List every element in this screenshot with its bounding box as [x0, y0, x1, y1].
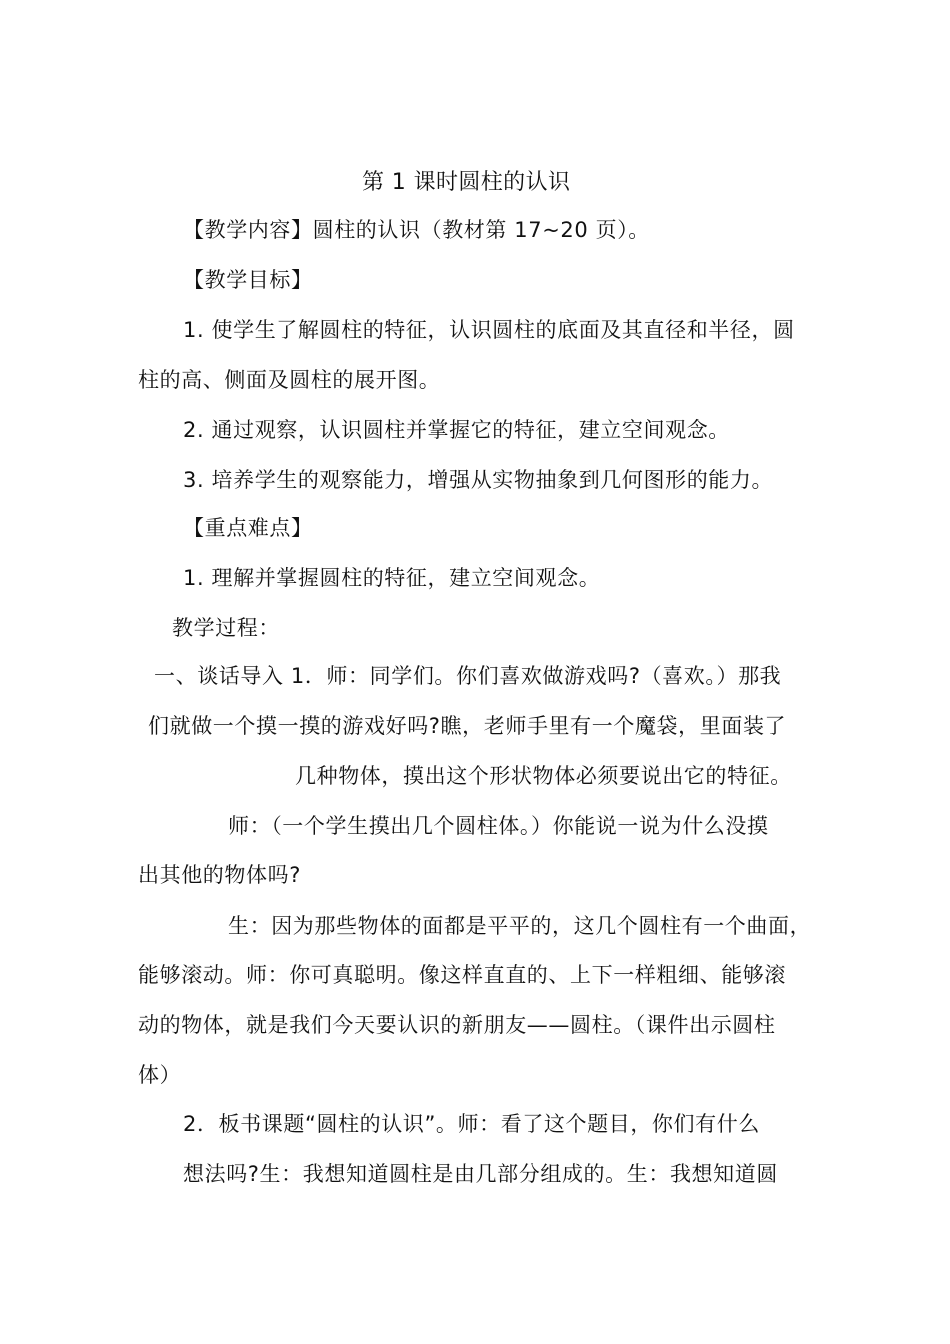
- paragraph-line: 能够滚动。师：你可真聪明。像这样直直的、上下一样粗细、能够滚: [138, 963, 786, 987]
- paragraph-line: 们就做一个摸一摸的游戏好吗?瞧，老师手里有一个魔袋，里面装了: [148, 714, 787, 738]
- key-point-1: 1. 理解并掌握圆柱的特征，建立空间观念。: [183, 566, 601, 590]
- paragraph-line: 几种物体，摸出这个形状物体必须要说出它的特征。: [295, 764, 792, 788]
- paragraph-line: 动的物体，就是我们今天要认识的新朋友——圆柱。（课件出示圆柱: [138, 1013, 776, 1037]
- paragraph-line: 2．板书课题“圆柱的认识”。师：看了这个题目，你们有什么: [183, 1112, 760, 1136]
- goal-3: 3. 培养学生的观察能力，增强从实物抽象到几何图形的能力。: [183, 468, 774, 492]
- paragraph-line: 一、谈话导入 1．师：同学们。你们喜欢做游戏吗?（喜欢。）那我: [154, 664, 782, 688]
- goal-2: 2. 通过观察，认识圆柱并掌握它的特征，建立空间观念。: [183, 418, 730, 442]
- section-heading-key-points: 【重点难点】: [183, 516, 313, 540]
- goal-1-line-2: 柱的高、侧面及圆柱的展开图。: [138, 368, 441, 392]
- section-teaching-content: 【教学内容】圆柱的认识（教材第 17~20 页）。: [183, 218, 650, 242]
- document-title: 第 1 课时圆柱的认识: [362, 170, 571, 195]
- section-heading-goals: 【教学目标】: [183, 268, 313, 292]
- paragraph-line: 生：因为那些物体的面都是平平的，这几个圆柱有一个曲面，: [228, 914, 812, 938]
- goal-1-line-1: 1. 使学生了解圆柱的特征，认识圆柱的底面及其直径和半径，圆: [183, 318, 795, 342]
- process-heading: 教学过程：: [172, 616, 280, 640]
- paragraph-line: 师：（一个学生摸出几个圆柱体。）你能说一说为什么没摸: [228, 814, 769, 838]
- paragraph-line: 出其他的物体吗?: [138, 863, 301, 887]
- paragraph-line: 想法吗?生：我想知道圆柱是由几部分组成的。生：我想知道圆: [183, 1162, 778, 1186]
- paragraph-line: 体）: [138, 1063, 182, 1087]
